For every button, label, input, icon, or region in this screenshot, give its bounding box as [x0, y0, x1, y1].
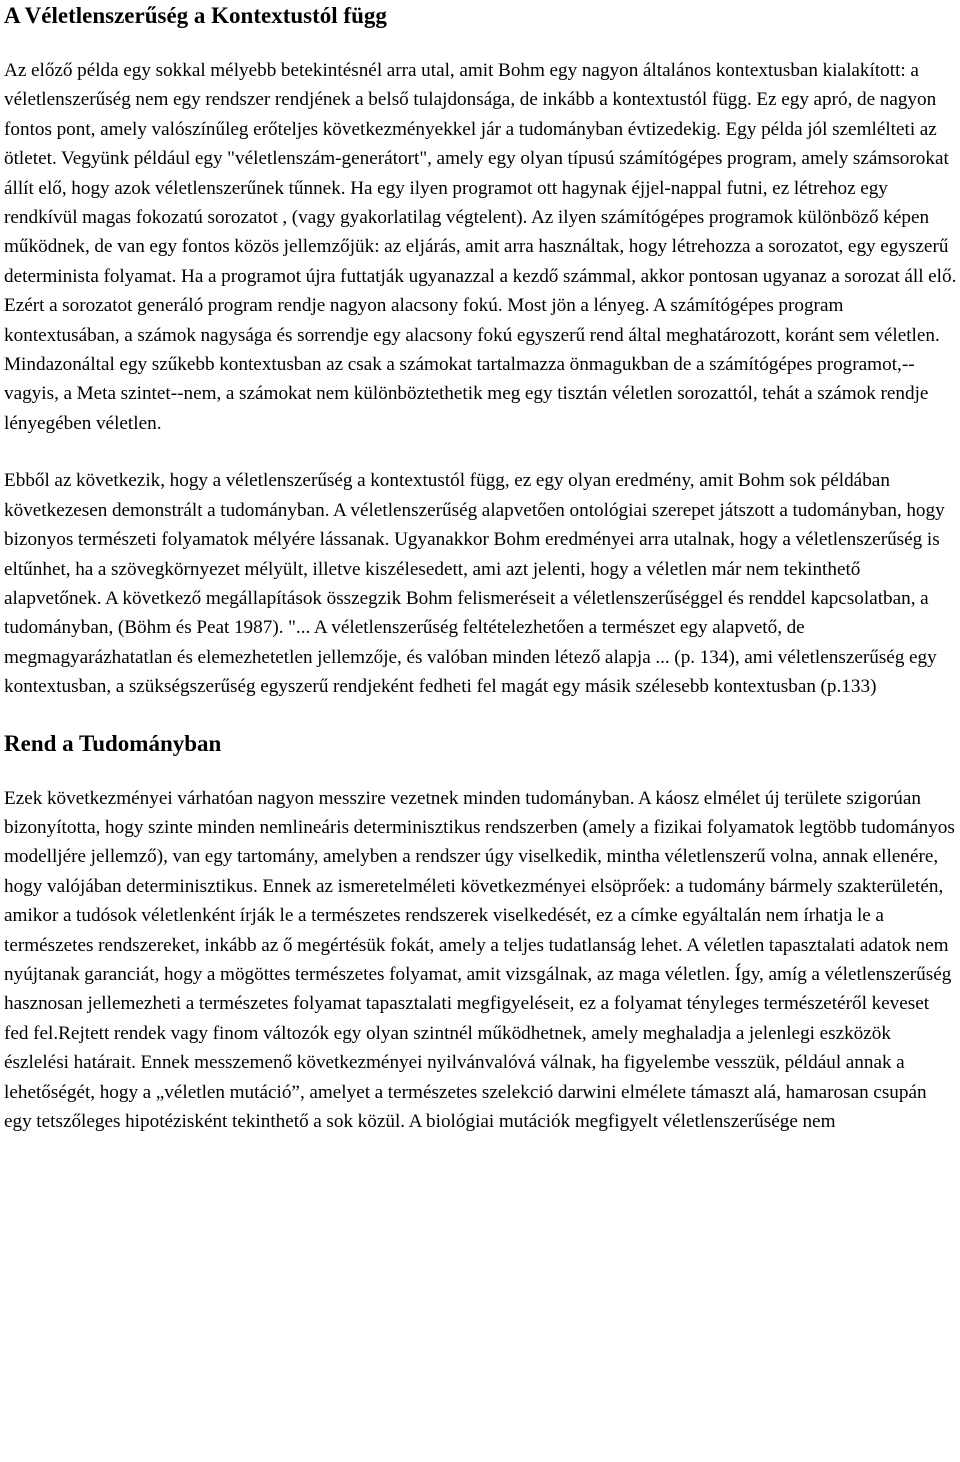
page-title: A Véletlenszerűség a Kontextustól függ	[4, 3, 387, 28]
paragraph: Az előző példa egy sokkal mélyebb betekintésnél arra utal, amit Bohm egy nagyon általános kontextusban kialakított: a véletlenszerűség nem egy rendszer rendjének a belső tulajdonsága, de inkább a kontextustól függ. Ez egy apró, de nagyon fontos pont, amely valószínűleg erőteljes következményekkel jár a tudományban évtizedekig. Egy példa jól szemlélteti az ötletet. Vegyünk például egy "véletlenszám-generátort", amely egy olyan típusú számítógépes program, amely számsorokat állít elő, hogy azok véletlenszerűnek tűnnek. Ha egy ilyen programot ott hagynak éjjel-nappal futni, ez létrehoz egy rendkívül magas fokozatú sorozatot , (vagy gyakorlatilag végtelent). Az ilyen számítógépes programok különböző képen működnek, de van egy fontos közös jellemzőjük: az eljárás, amit arra használtak, hogy létrehozza a sorozatot, egy egyszerű determinista folyamat. Ha a programot újra futtatják ugyanazzal a kezdő számmal, akkor pontosan ugyanaz a sorozat áll elő. Ezért a sorozatot generáló program rendje nagyon alacsony fokú. Most jön a lényeg. A számítógépes program kontextusában, a számok nagysága és sorrendje egy alacsony fokú egyszerű rend által meghatározott, koránt sem véletlen. Mindazonáltal egy szűkebb kontextusban az csak a számokat tartalmazza önmagukban de a számítógépes programot,--vagyis, a Meta szintet--nem, a számokat nem különböztethetik meg egy tisztán véletlen sorozattól, tehát a számok rendje lényegében véletlen.	[4, 60, 957, 434]
paragraph: Ebből az következik, hogy a véletlenszerűség a kontextustól függ, ez egy olyan eredmény, amit Bohm sok példában következesen demonstrált a tudományban. A véletlenszerűség alapvetően ontológiai szerepet játszott a tudományban, hogy bizonyos természeti folyamatok mélyére lássanak. Ugyanakkor Bohm eredményei arra utalnak, hogy a véletlenszerűség is eltűnhet, ha a szövegkörnyezet mélyült, illetve kiszélesedett, ami azt jelenti, hogy a véletlen már nem tekinthető alapvetőnek. A következő megállapítások összegzik Bohm felismeréseit a véletlenszerűséggel és renddel kapcsolatban, a tudományban, (Böhm és Peat 1987). "... A véletlenszerűség feltételezhetően a természet egy alapvető, de megmagyarázhatatlan és elemezhetetlen jellemzője, és valóban minden létező alapja ... (p. 134), ami véletlenszerűség egy kontextusban, a szükségszerűség egyszerű rendjeként fedheti fel magát egy másik szélesebb kontextusban (p.133)	[4, 470, 945, 698]
paragraph: Ezek következményei várhatóan nagyon messzire vezetnek minden tudományban. A káosz elmélet új területe szigorúan bizonyította, hogy szinte minden nemlineáris determinisztikus rendszerben (amely a fizikai folyamatok legtöbb tudományos modelljére jellemző), van egy tartomány, amelyben a rendszer úgy viselkedik, mintha véletlenszerű volna, annak ellenére, hogy valójában determinisztikus. Ennek az ismeretelméleti következményei elsöprőek: a tudomány bármely szakterületén, amikor a tudósok véletlenként írják le a természetes rendszerek viselkedését, ez a címke egyáltalán nem írhatja le a természetes rendszereket, inkább az ő megértésük fokát, amely a teljes tudatlanság lehet. A véletlen tapasztalati adatok nem nyújtanak garanciát, hogy a mögöttes természetes folyamat, amit vizsgálnak, az maga véletlen. Így, amíg a véletlenszerűség hasznosan jellemezheti a természetes folyamat tapasztalati megfigyeléseit, ez a folyamat tényleges természetéről keveset fed fel.Rejtett rendek vagy finom változók egy olyan szintnél működhetnek, amely meghaladja a jelenlegi eszközök észlelési határait. Ennek messzemenő következményei nyilvánvalóvá válnak, ha figyelembe vesszük, például annak a lehetőségét, hogy a „véletlen mutáció”, amelyet a természetes szelekció darwini elmélete támaszt alá, hamarosan csupán egy tetszőleges hipotézisként tekinthető a sok közül. A biológiai mutációk megfigyelt véletlenszerűsége nem	[4, 787, 955, 1132]
section-heading: Rend a Tudományban	[4, 730, 222, 756]
